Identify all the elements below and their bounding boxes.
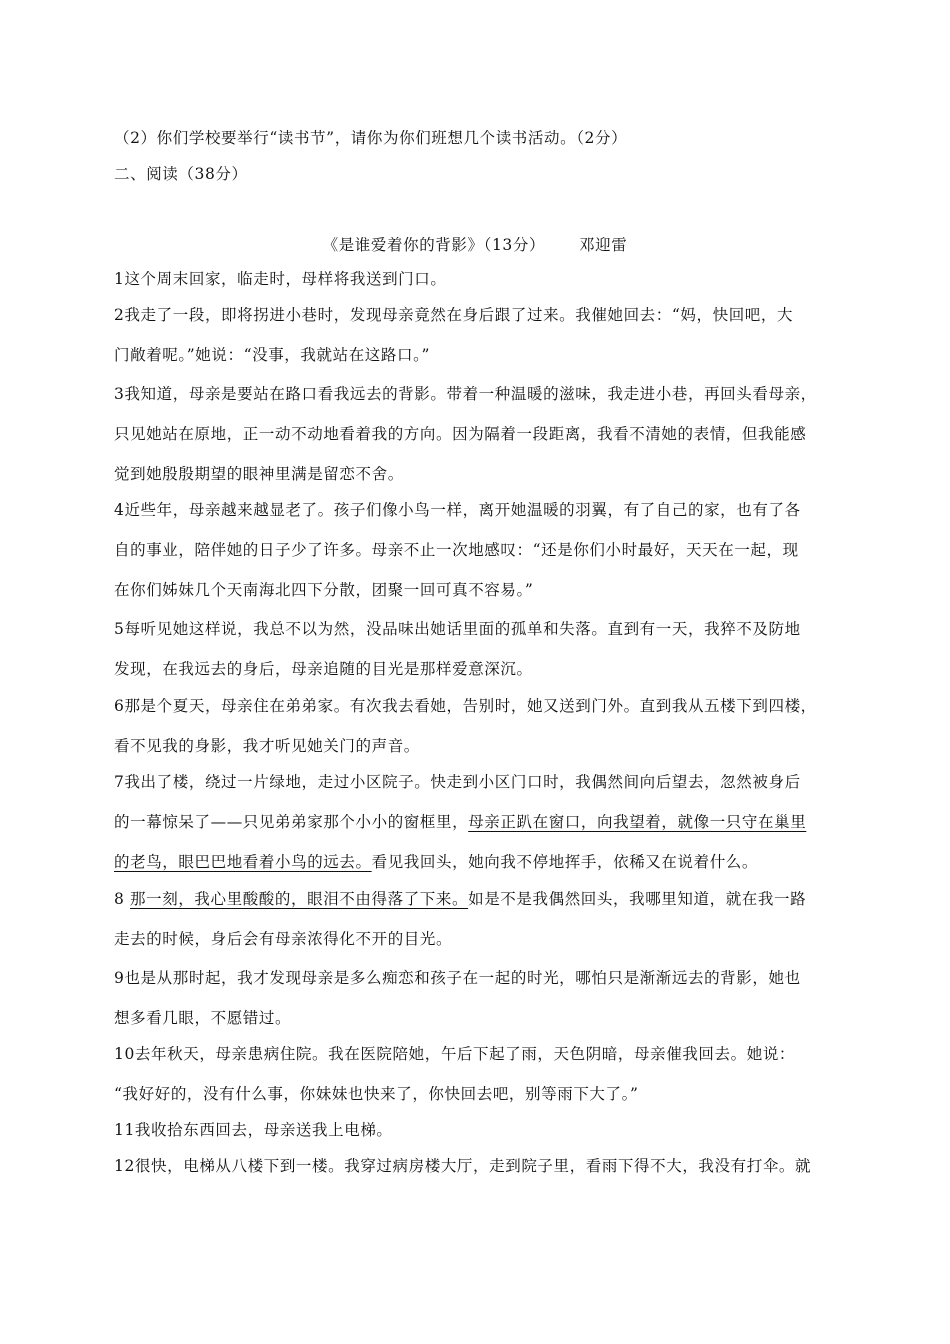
paragraph-line: 只见她站在原地，正一动不动地看着我的方向。因为隔着一段距离，我看不清她的表情，但我能感 bbox=[114, 425, 807, 443]
section-heading: 二、阅读（38分） bbox=[114, 165, 248, 183]
article-author: 邓迎雷 bbox=[579, 236, 628, 254]
article-title: 《是谁爱着你的背影》（13分） bbox=[322, 236, 546, 254]
paragraph-7-line-3 bbox=[114, 852, 844, 872]
underlined-sentence: 那一刻，我心里酸酸的，眼泪不由得落了下来。 bbox=[130, 890, 469, 908]
paragraph-line: 在你们姊妹几个天南海北四下分散，团聚一回可真不容易。” bbox=[114, 581, 534, 599]
paragraph-line: 走去的时候，身后会有母亲浓得化不开的目光。 bbox=[114, 930, 453, 948]
paragraph-line: 觉到她殷殷期望的眼神里满是留恋不舍。 bbox=[114, 465, 404, 483]
paragraph-line: 1这个周末回家，临走时，母样将我送到门口。 bbox=[114, 270, 447, 288]
paragraph-line: 12很快，电梯从八楼下到一楼。我穿过病房楼大厅，走到院子里，看雨下得不大，我没有打伞。就 bbox=[114, 1157, 812, 1175]
paragraph-number: 8 bbox=[114, 890, 125, 908]
article-title-row bbox=[0, 235, 950, 255]
paragraph-line: 11我收拾东西回去，母亲送我上电梯。 bbox=[114, 1121, 393, 1139]
paragraph-line: 5每听见她这样说，我总不以为然，没品味出她话里面的孤单和失落。直到有一天，我猝不及防地 bbox=[114, 620, 801, 638]
paragraph-line: 7我出了楼，绕过一片绿地，走过小区院子。快走到小区门口时，我偶然间向后望去，忽然被身后 bbox=[114, 773, 801, 791]
paragraph-line: 2我走了一段，即将拐进小巷时，发现母亲竟然在身后跟了过来。我催她回去：“妈，快回吧，大 bbox=[114, 306, 794, 324]
plain-text: 的一幕惊呆了——只见弟弟家那个小小的窗框里， bbox=[114, 813, 469, 831]
paragraph-line: 9也是从那时起，我才发现母亲是多么痴恋和孩子在一起的时光，哪怕只是渐渐远去的背影，她也 bbox=[114, 969, 801, 987]
paragraph-line: “我好好的，没有什么事，你妹妹也快来了，你快回去吧，别等雨下大了。” bbox=[114, 1085, 639, 1103]
paragraph-line: 看不见我的身影，我才听见她关门的声音。 bbox=[114, 737, 420, 755]
paragraph-line: 4近些年，母亲越来越显老了。孩子们像小鸟一样，离开她温暖的羽翼，有了自己的家，也有了各 bbox=[114, 501, 801, 519]
paragraph-7-line-2 bbox=[114, 812, 844, 832]
question-2: （2）你们学校要举行“读书节”，请你为你们班想几个读书活动。（2分） bbox=[114, 129, 628, 147]
paragraph-8-line-1 bbox=[114, 889, 844, 909]
plain-text: 看见我回头，她向我不停地挥手，依稀又在说着什么。 bbox=[371, 853, 759, 871]
paragraph-line: 发现，在我远去的身后，母亲追随的目光是那样爱意深沉。 bbox=[114, 660, 533, 678]
paragraph-line: 6那是个夏天，母亲住在弟弟家。有次我去看她，告别时，她又送到门外。直到我从五楼下到四楼， bbox=[114, 697, 817, 715]
paragraph-line: 门敞着呢。”她说：“没事，我就站在这路口。” bbox=[114, 346, 430, 364]
paragraph-line: 自的事业，陪伴她的日子少了许多。母亲不止一次地感叹：“还是你们小时最好，天天在一起，现 bbox=[114, 541, 799, 559]
paragraph-line: 想多看几眼，不愿错过。 bbox=[114, 1009, 292, 1027]
underlined-sentence: 的老鸟，眼巴巴地看着小鸟的远去。 bbox=[114, 853, 372, 871]
plain-text: 如是不是我偶然回头，我哪里知道，就在我一路 bbox=[468, 890, 807, 908]
paragraph-line: 10去年秋天，母亲患病住院。我在医院陪她，午后下起了雨，天色阴暗，母亲催我回去。她说： bbox=[114, 1045, 796, 1063]
paragraph-line: 3我知道，母亲是要站在路口看我远去的背影。带着一种温暖的滋味，我走进小巷，再回头看母亲， bbox=[114, 385, 817, 403]
underlined-sentence: 母亲正趴在窗口，向我望着，就像一只守在巢里 bbox=[468, 813, 807, 831]
